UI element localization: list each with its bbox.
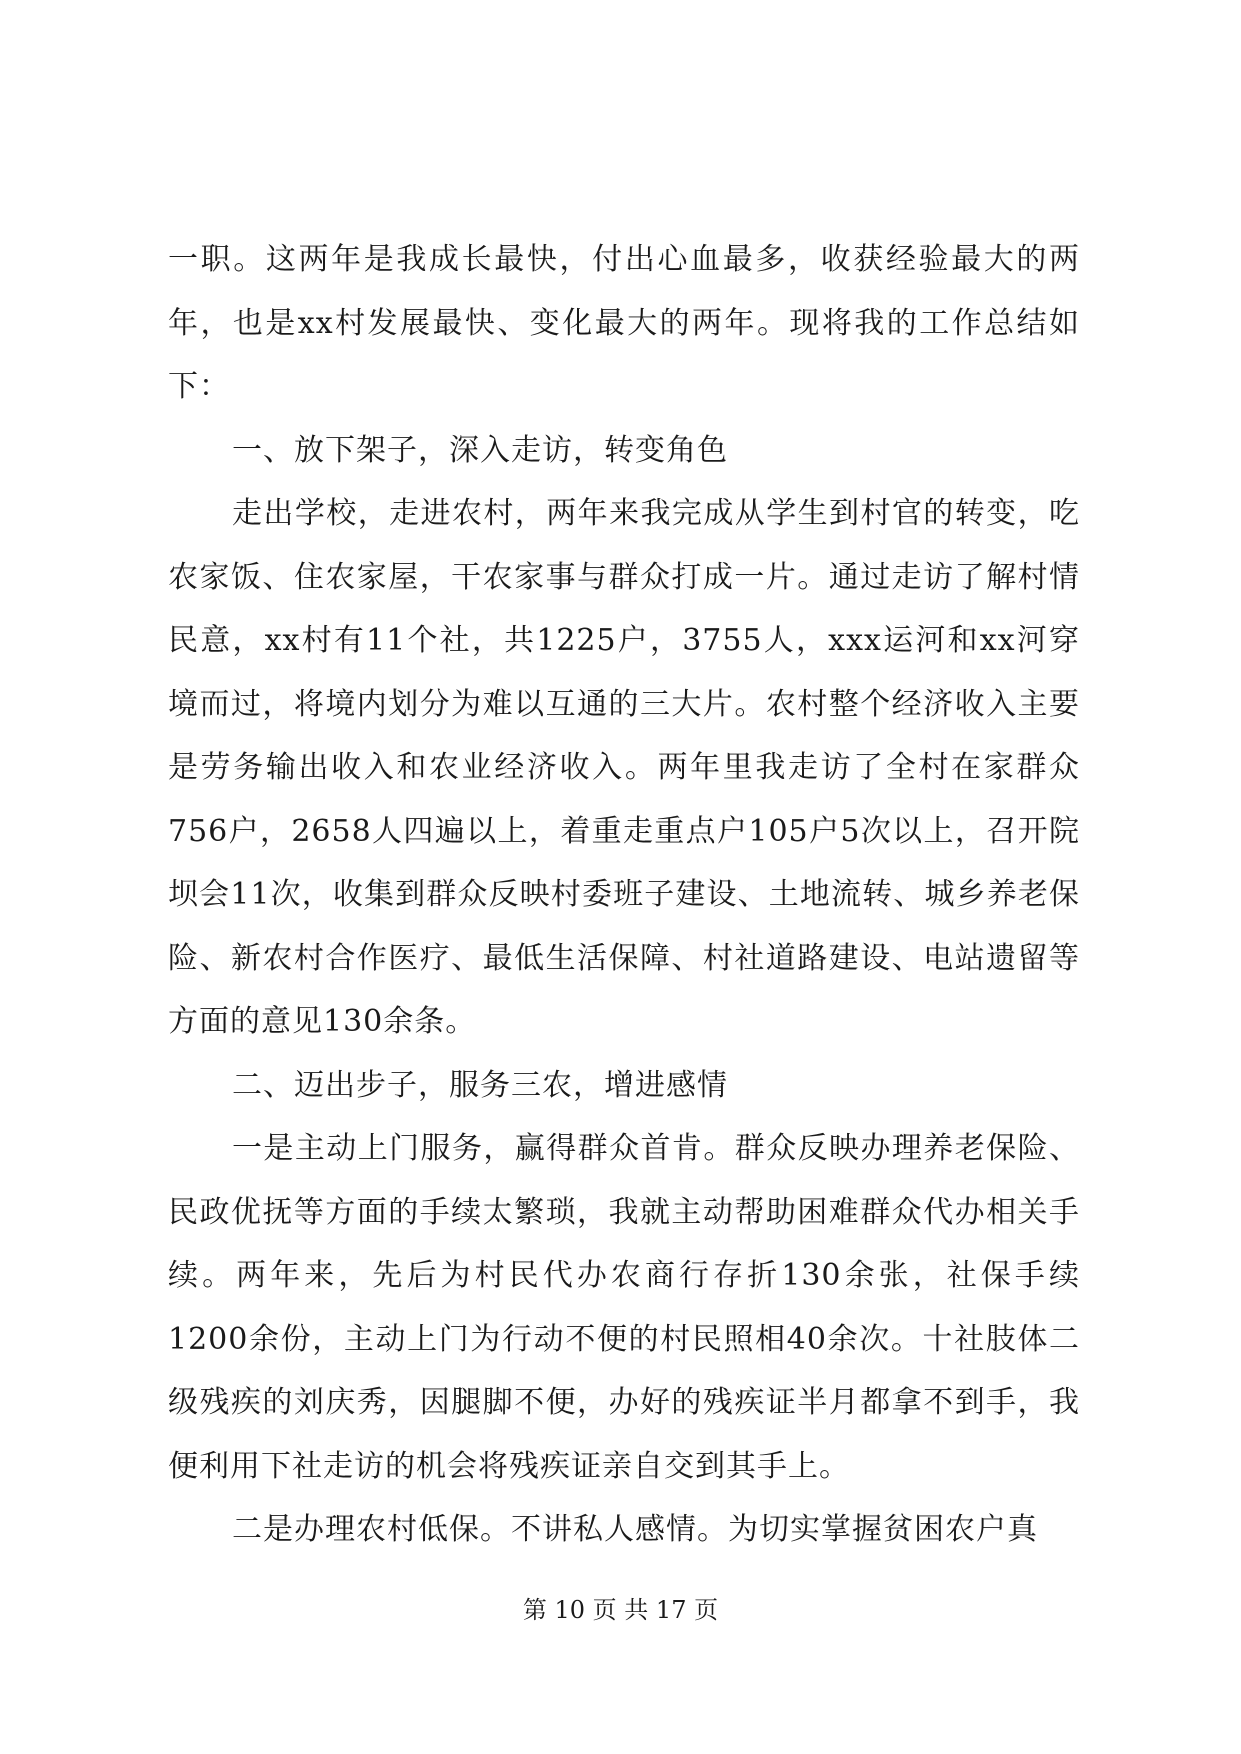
paragraph-door-service: 一是主动上门服务，赢得群众首肯。群众反映办理养老保险、民政优抚等方面的手续太繁琐，我就主动帮助困难群众代办相关手续。两年来，先后为村民代办农商行存折130余张，社保手续1200余份，主动上门为行动不便的村民照相40余次。十社肢体二级残疾的刘庆秀，因腿脚不便，办好的残疾证半月都拿不到手，我便利用下社走访的机会将残疾证亲自交到其手上。 bbox=[168, 1131, 1080, 1484]
section-heading-1: 一、放下架子，深入走访，转变角色 bbox=[232, 432, 728, 468]
document-body bbox=[168, 228, 1080, 1562]
page-number-footer: 第 10 页 共 17 页 bbox=[522, 1596, 719, 1624]
paragraph-low-income: 二是办理农村低保。不讲私人感情。为切实掌握贫困农户真 bbox=[232, 1512, 1038, 1547]
section-heading-2: 二、迈出步子，服务三农，增进感情 bbox=[232, 1067, 728, 1103]
paragraph-continuation: 一职。这两年是我成长最快，付出心血最多，收获经验最大的两年，也是xx村发展最快、变化最大的两年。现将我的工作总结如下： bbox=[168, 242, 1080, 404]
paragraph-village-visits: 走出学校，走进农村，两年来我完成从学生到村官的转变，吃农家饭、住农家屋，干农家事与群众打成一片。通过走访了解村情民意，xx村有11个社，共1225户，3755人，xxx运河和xx河穿境而过，将境内划分为难以互通的三大片。农村整个经济收入主要是劳务输出收入和农业经济收入。两年里我走访了全村在家群众756户，2658人四遍以上，着重走重点户105户5次以上，召开院坝会11次，收集到群众反映村委班子建设、土地流转、城乡养老保险、新农村合作医疗、最低生活保障、村社道路建设、电站遗留等方面的意见130余条。 bbox=[168, 496, 1080, 1039]
